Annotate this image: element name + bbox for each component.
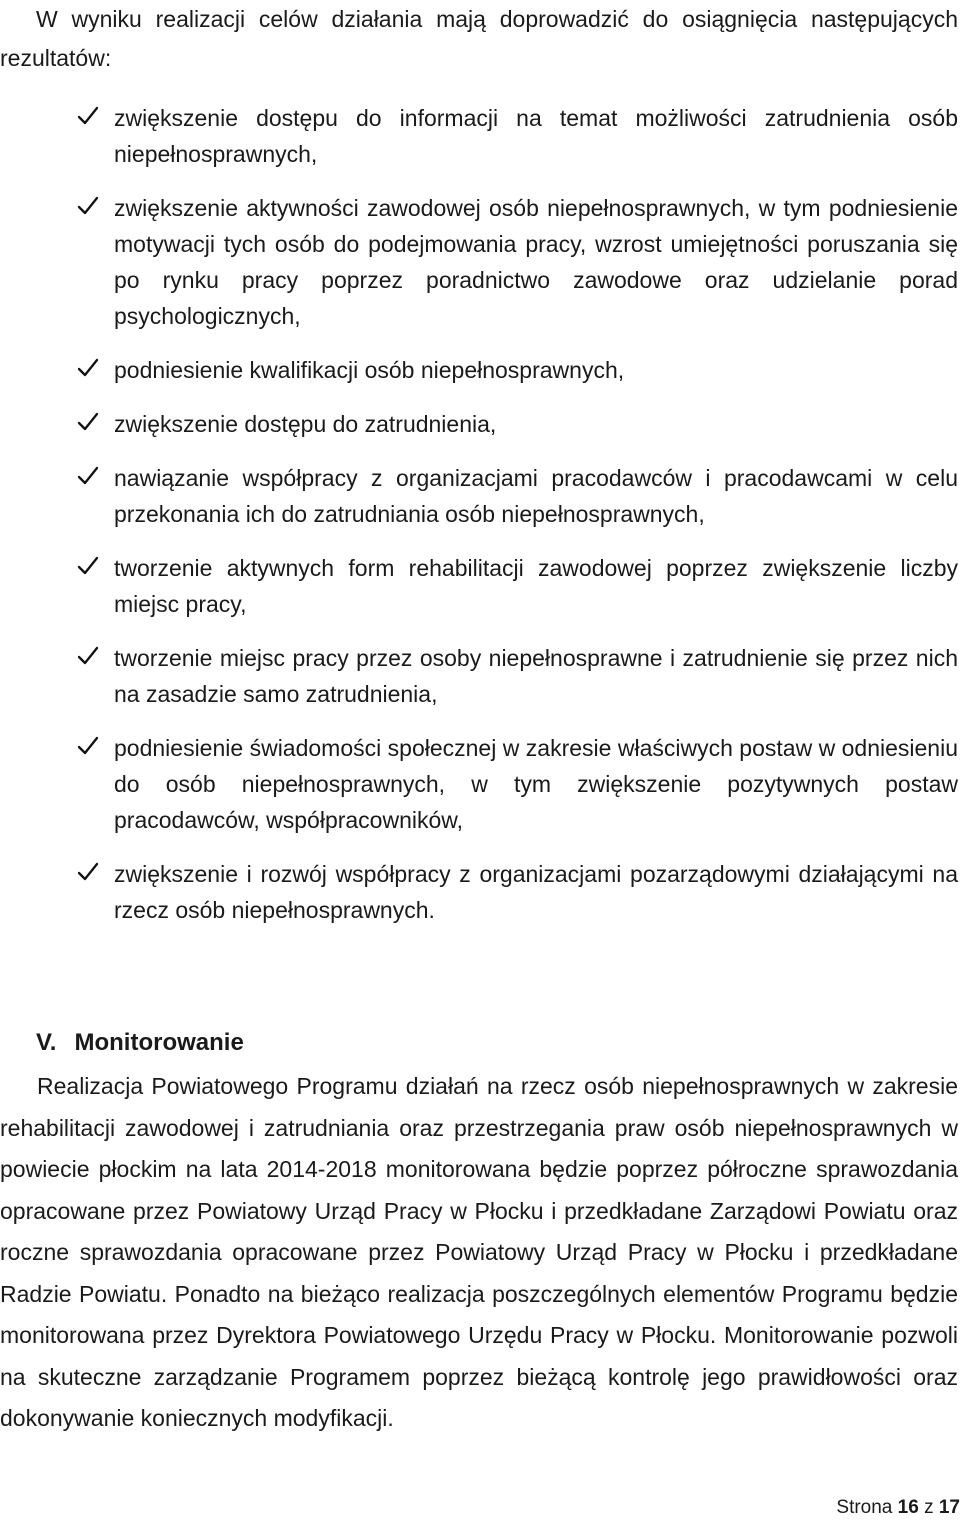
section-title: Monitorowanie <box>74 1028 244 1056</box>
checkmark-icon <box>76 734 100 758</box>
list-item <box>0 640 960 712</box>
checkmark-icon <box>76 860 100 884</box>
checkmark-icon <box>76 104 100 128</box>
checkmark-icon <box>76 554 100 578</box>
total-pages-number: 17 <box>938 1497 960 1518</box>
intro-paragraph: W wyniku realizacji celów działania mają doprowadzić do osiągnięcia następujących rezultatów: <box>0 6 958 71</box>
list-item <box>0 352 960 388</box>
section-heading <box>36 1025 244 1061</box>
checkmark-icon <box>76 644 100 668</box>
checkmark-icon <box>76 464 100 488</box>
list-item <box>0 190 960 334</box>
list-item-text: podniesienie świadomości społecznej w zakresie właściwych postaw w odniesieniu do osób niepełnosprawnych, w tym zwiększenie pozytywnych postaw pracodawców, współpracowników, <box>114 735 958 833</box>
list-item <box>0 406 960 442</box>
intro-section <box>0 0 958 78</box>
list-item-text: zwiększenie dostępu do zatrudnienia, <box>114 411 497 437</box>
list-item <box>0 730 960 838</box>
list-item-text: zwiększenie dostępu do informacji na temat możliwości zatrudnienia osób niepełnosprawnych, <box>114 105 958 167</box>
page-separator: z <box>924 1497 934 1518</box>
checkmark-icon <box>76 194 100 218</box>
page-footer <box>836 1496 960 1520</box>
list-item <box>0 550 960 622</box>
list-item <box>0 460 960 532</box>
list-item-text: zwiększenie aktywności zawodowej osób niepełnosprawnych, w tym podniesienie motywacji tych osób do podejmowania pracy, wzrost umiejętności poruszania się po rynku pracy poprzez poradnictwo zawodowe oraz udzielanie porad psychologicznych, <box>114 195 958 329</box>
list-item-text: tworzenie aktywnych form rehabilitacji zawodowej poprzez zwiększenie liczby miejsc pracy, <box>114 555 958 617</box>
page-label: Strona <box>836 1497 893 1518</box>
list-item <box>0 856 960 928</box>
list-item-text: podniesienie kwalifikacji osób niepełnosprawnych, <box>114 357 625 383</box>
checkmark-icon <box>76 410 100 434</box>
list-item <box>0 100 960 172</box>
current-page-number: 16 <box>897 1497 919 1518</box>
list-item-text: tworzenie miejsc pracy przez osoby niepełnosprawne i zatrudnienie się przez nich na zasadzie samo zatrudnienia, <box>114 645 958 707</box>
list-item-text: nawiązanie współpracy z organizacjami pracodawców i pracodawcami w celu przekonania ich do zatrudniania osób niepełnosprawnych, <box>114 465 958 527</box>
monitoring-paragraph: Realizacja Powiatowego Programu działań na rzecz osób niepełnosprawnych w zakresie rehabilitacji zawodowej i zatrudniania oraz przestrzegania praw osób niepełnosprawnych w powiecie płockim na lata 2014-2018 monitorowana będzie poprzez półroczne sprawozdania opracowane przez Powiatowy Urząd Pracy w Płocku i przedkładane Zarządowi Powiatu oraz roczne sprawozdania opracowane przez Powiatowy Urząd Pracy w Płocku i przedkładane Radzie Powiatu. Ponadto na bieżąco realizacja poszczególnych elementów Programu będzie monitorowana przez Dyrektora Powiatowego Urzędu Pracy w Płocku. Monitorowanie pozwoli na skuteczne zarządzanie Programem poprzez bieżącą kontrolę jego prawidłowości oraz dokonywanie koniecznych modyfikacji. <box>0 1073 958 1431</box>
section-number: V. <box>36 1028 57 1056</box>
list-item-text: zwiększenie i rozwój współpracy z organizacjami pozarządowymi działającymi na rzecz osób niepełnosprawnych. <box>114 861 958 923</box>
checkmark-icon <box>76 356 100 380</box>
results-list <box>0 100 960 946</box>
